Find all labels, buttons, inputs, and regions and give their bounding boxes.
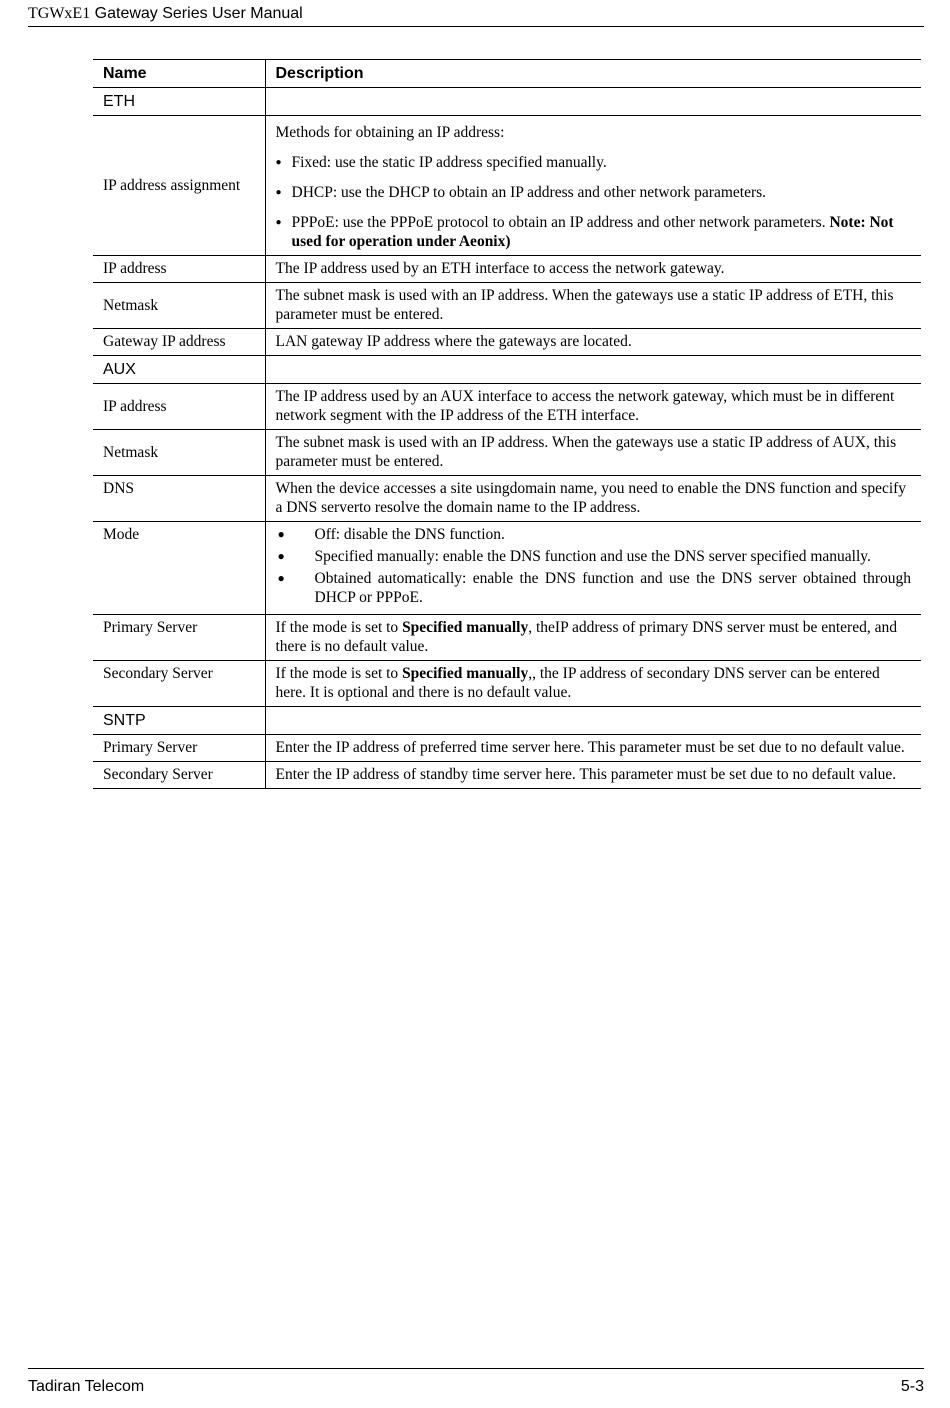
header-title-rest: Gateway Series User Manual bbox=[90, 5, 303, 22]
param-desc bbox=[265, 116, 921, 256]
param-desc: The subnet mask is used with an IP address. When the gateways use a static IP address of AUX, this parameter must be entered. bbox=[265, 430, 921, 476]
list-item bbox=[276, 213, 912, 251]
header-title-prefix: TGWxE1 bbox=[28, 5, 91, 22]
list-item: ● Fixed: use the static IP address specified manually. bbox=[276, 153, 912, 172]
table-row bbox=[93, 762, 921, 789]
section-row-aux bbox=[93, 356, 921, 384]
desc-post: , theIP address of primary DNS server must be entered, and there is no default value. bbox=[275, 619, 897, 655]
list-item: ● Specified manually: enable the DNS function and use the DNS server specified manually. bbox=[276, 547, 912, 566]
param-name: Primary Server bbox=[93, 735, 265, 762]
param-desc: LAN gateway IP address where the gateways are located. bbox=[265, 329, 921, 356]
parameter-table bbox=[93, 59, 921, 789]
desc-pre: If the mode is set to bbox=[275, 619, 403, 636]
col-name-header: Name bbox=[93, 60, 265, 88]
param-name: DNS bbox=[93, 476, 265, 522]
section-label: ETH bbox=[93, 88, 265, 116]
section-row-eth bbox=[93, 88, 921, 116]
table-row bbox=[93, 283, 921, 329]
param-name: Secondary Server bbox=[93, 661, 265, 707]
param-name: IP address bbox=[93, 256, 265, 283]
table-row bbox=[93, 522, 921, 615]
table-row bbox=[93, 615, 921, 661]
section-row-sntp bbox=[93, 707, 921, 735]
param-desc bbox=[265, 661, 921, 707]
table-row bbox=[93, 430, 921, 476]
param-desc bbox=[265, 615, 921, 661]
table-row bbox=[93, 116, 921, 256]
list-item: ● Obtained automatically: enable the DNS function and use the DNS server obtained through DHCP or PPPoE. bbox=[276, 569, 912, 607]
list-item: ● DHCP: use the DHCP to obtain an IP address and other network parameters. bbox=[276, 183, 912, 202]
desc-bold: Specified manually bbox=[402, 619, 529, 636]
section-label: SNTP bbox=[93, 707, 265, 735]
desc-post: ,, the IP address of secondary DNS server can be entered here. It is optional and there is no default value. bbox=[275, 665, 880, 701]
param-desc: Enter the IP address of preferred time server here. This parameter must be set due to no default value. bbox=[265, 735, 921, 762]
table-row bbox=[93, 329, 921, 356]
table-row bbox=[93, 476, 921, 522]
pppoe-note: Note: Not used for operation under Aeonix) bbox=[291, 214, 894, 250]
footer-company: Tadiran Telecom bbox=[28, 1378, 145, 1395]
section-label: AUX bbox=[93, 356, 265, 384]
param-name: Netmask bbox=[93, 283, 265, 329]
param-desc: The subnet mask is used with an IP address. When the gateways use a static IP address of ETH, this parameter must be entered. bbox=[265, 283, 921, 329]
table-row bbox=[93, 735, 921, 762]
section-empty bbox=[265, 356, 921, 384]
table-row bbox=[93, 256, 921, 283]
mode-list bbox=[276, 525, 912, 607]
method-list bbox=[276, 153, 912, 251]
param-name: Secondary Server bbox=[93, 762, 265, 789]
param-desc: Enter the IP address of standby time server here. This parameter must be set due to no default value. bbox=[265, 762, 921, 789]
table-header-row bbox=[93, 60, 921, 88]
desc-pre: If the mode is set to bbox=[275, 665, 403, 682]
page-footer bbox=[28, 1368, 924, 1397]
section-empty bbox=[265, 88, 921, 116]
footer-page-number: 5-3 bbox=[900, 1378, 924, 1395]
param-desc: When the device accesses a site usingdomain name, you need to enable the DNS function and specify a DNS serverto resolve the domain name to the IP address. bbox=[265, 476, 921, 522]
desc-bold: Specified manually bbox=[402, 665, 529, 682]
param-name: IP address bbox=[93, 384, 265, 430]
param-name: Gateway IP address bbox=[93, 329, 265, 356]
pppoe-text: PPPoE: use the PPPoE protocol to obtain an IP address and other network parameters. bbox=[291, 214, 830, 231]
param-name: Primary Server bbox=[93, 615, 265, 661]
table-row bbox=[93, 661, 921, 707]
param-desc: The IP address used by an ETH interface to access the network gateway. bbox=[265, 256, 921, 283]
param-name: IP address assignment bbox=[93, 116, 265, 256]
param-desc: The IP address used by an AUX interface to access the network gateway, which must be in different network segment with the IP address of the ETH interface. bbox=[265, 384, 921, 430]
desc-intro: Methods for obtaining an IP address: bbox=[275, 124, 505, 141]
section-empty bbox=[265, 707, 921, 735]
table-row bbox=[93, 384, 921, 430]
col-description-header: Description bbox=[265, 60, 921, 88]
list-item: ● Off: disable the DNS function. bbox=[276, 525, 912, 544]
param-name: Netmask bbox=[93, 430, 265, 476]
param-name: Mode bbox=[93, 522, 265, 615]
param-desc bbox=[265, 522, 921, 615]
page-header bbox=[28, 4, 924, 27]
